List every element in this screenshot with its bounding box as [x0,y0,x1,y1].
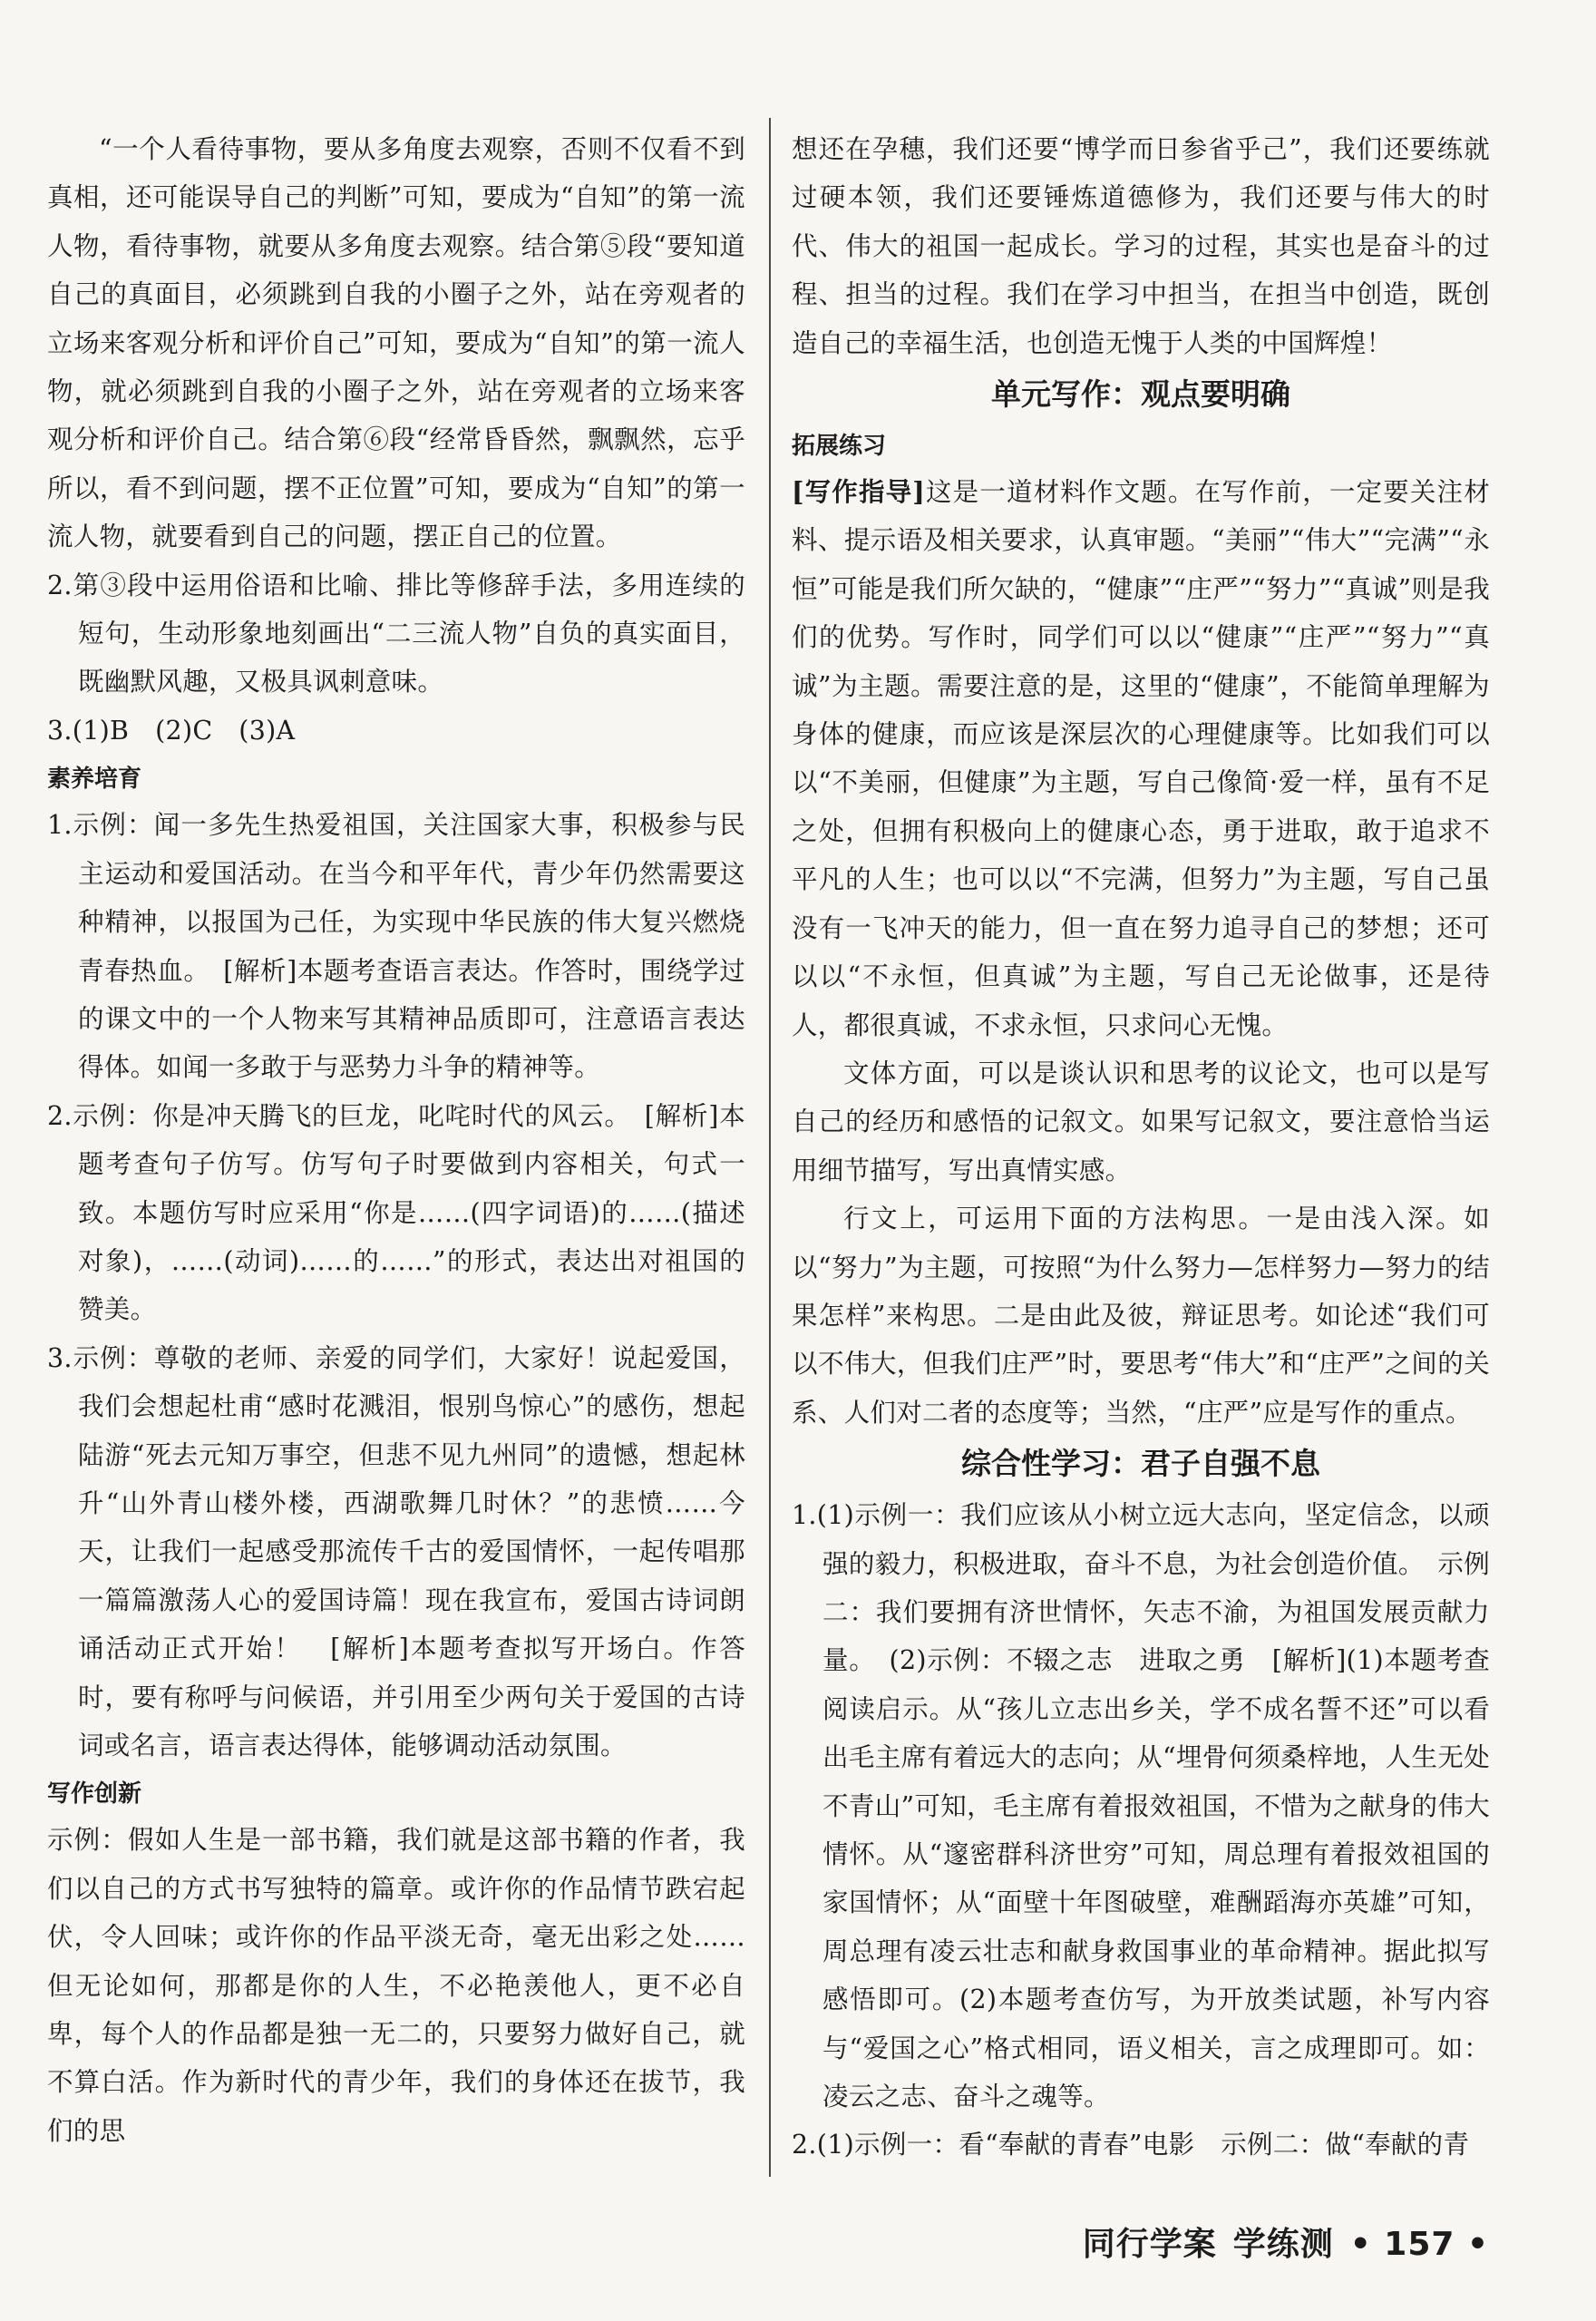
writing-guide-text: 这是一道材料作文题。在写作前，一定要关注材料、提示语及相关要求，认真审题。“美丽”“伟大”“完满”“永恒”可能是我们所欠缺的，“健康”“庄严”“努力”“真诚”则是我们的优势。写作时，同学们可以以“健康”“庄严”“努力”“真诚”为主题。需要注意的是，这里的“健康”，不能简单理解为身体的健康，而应该是深层次的心理健康等。比如我们可以以“不美丽，但健康”为主题，写自己像简·爱一样，虽有不足之处，但拥有积极向上的健康心态，勇于进取，敢于追求不平凡的人生；也可以以“不完满，但努力”为主题，写自己虽没有一飞冲天的能力，但一直在努力追寻自己的梦想；还可以以“不永恒，但真诚”为主题，写自己无论做事，还是待人，都很真诚，不求永恒，只求问心无愧。 [792,477,1490,1040]
footer-series: 学练测 [1232,2226,1334,2263]
left-column [47,125,745,2155]
comprehensive-item-2: 2.(1)示例一：看“奉献的青春”电影 示例二：做“奉献的青 [792,2130,1470,2160]
writing-guide-tag: [写作指导] [792,476,926,508]
right-column [792,125,1490,2170]
comprehensive-learning-title: 综合性学习：君子自强不息 [961,1446,1320,1482]
structure-paragraph: 行文上，可运用下面的方法构思。一是由浅入深。如以“努力”为主题，可按照“为什么努力—怎样努力—努力的结果怎样”来构思。二是由此及彼，辩证思考。如论述“我们可以不伟大，但我们庄严”时，要思考“伟大”和“庄严”之间的关系、人们对二者的态度等；当然，“庄严”应是写作的重点。 [792,1204,1490,1428]
style-paragraph: 文体方面，可以是谈认识和思考的议论文，也可以是写自己的经历和感悟的记叙文。如果写记叙文，要注意恰当运用细节描写，写出真情实感。 [792,1058,1490,1185]
page-footer [1083,2219,1489,2265]
answer-item-3: 3.(1)B (2)C (3)A [47,715,296,746]
footer-brand: 同行学案 [1082,2226,1217,2263]
unit-writing-title: 单元写作：观点要明确 [991,376,1290,413]
section-heading-tuozhan: 拓展练习 [792,433,887,461]
xiezuo-example: 示例：假如人生是一部书籍，我们就是这部书籍的作者，我们以自己的方式书写独特的篇章。或许你的作品情节跌宕起伏，令人回味；或许你的作品平淡无奇，毫无出彩之处……但无论如何，那都是你的人生，不必艳羡他人，更不必自卑，每个人的作品都是独一无二的，只要努力做好自己，就不算白活。作为新时代的青少年，我们的身体还在拔节，我们的思 [47,1825,745,2146]
suyang-item-3: 3.示例：尊敬的老师、亲爱的同学们，大家好！说起爱国，我们会想起杜甫“感时花溅泪，恨别鸟惊心”的感伤，想起陆游“死去元知万事空，但悲不见九州同”的遗憾，想起林升“山外青山楼外楼，西湖歌舞几时休？”的悲愤……今天，让我们一起感受那流传千古的爱国情怀，一起传唱那一篇篇激荡人心的爱国诗篇！现在我宣布，爱国古诗词朗诵活动正式开始！ [解析]本题考查拟写开场白。作答时，要有称呼与问候语，并引用至少两句关于爱国的古诗词或名言，语言表达得体，能够调动活动氛围。 [47,1342,745,1760]
writing-guide [792,468,1490,1049]
suyang-item-2: 2.示例：你是冲天腾飞的巨龙，叱咤时代的风云。 [解析]本题考查句子仿写。仿写句子时要做到内容相关，句式一致。本题仿写时应采用“你是……(四字词语)的……(描述对象)，……(动词)……的……”的形式，表达出对祖国的赞美。 [47,1100,745,1325]
intro-paragraph: “一个人看待事物，要从多角度去观察，否则不仅看不到真相，还可能误导自己的判断”可知，要成为“自知”的第一流人物，看待事物，就要从多角度去观察。结合第⑤段“要知道自己的真面目，必须跳到自我的小圈子之外，站在旁观者的立场来客观分析和评价自己”可知，要成为“自知”的第一流人物，就必须跳到自我的小圈子之外，站在旁观者的立场来客观分析和评价自己。结合第⑥段“经常昏昏然，飘飘然，忘乎所以，看不到问题，摆不正位置”可知，要成为“自知”的第一流人物，就要看到自己的问题，摆正自己的位置。 [47,134,745,552]
column-divider [769,118,771,2177]
page-number: • 157 • [1349,2226,1489,2263]
section-heading-xiezuo: 写作创新 [47,1780,142,1809]
section-heading-suyang: 素养培育 [47,766,142,794]
continued-paragraph: 想还在孕穗，我们还要“博学而日参省乎己”，我们还要练就过硬本领，我们还要锤炼道德修为，我们还要与伟大的时代、伟大的祖国一起成长。学习的过程，其实也是奋斗的过程、担当的过程。我们在学习中担当，在担当中创造，既创造自己的幸福生活，也创造无愧于人类的中国辉煌！ [792,134,1490,358]
answer-item-2: 2.第③段中运用俗语和比喻、排比等修辞手法，多用连续的短句，生动形象地刻画出“二三流人物”自负的真实面目，既幽默风趣，又极具讽刺意味。 [47,570,745,697]
comprehensive-item-1: 1.(1)示例一：我们应该从小树立远大志向，坚定信念，以顽强的毅力，积极进取，奋斗不息，为社会创造价值。 示例二：我们要拥有济世情怀，矢志不渝，为祖国发展贡献力量。 (2)示例：不辍之志 进取之勇 [解析](1)本题考查阅读启示。从“孩儿立志出乡关，学不成名誓不还”可以看出毛主席有着远大的志向；从“埋骨何须桑梓地，人生无处不青山”可知，毛主席有着报效祖国，不惜为之献身的伟大情怀。从“邃密群科济世穷”可知，周总理有着报效祖国的家国情怀；从“面壁十年图破壁，难酬蹈海亦英雄”可知，周总理有凌云壮志和献身救国事业的革命精神。据此拟写感悟即可。(2)本题考查仿写，为开放类试题，补写内容与“爱国之心”格式相同，语义相关，言之成理即可。如：凌云之志、奋斗之魂等。 [792,1500,1490,2112]
suyang-item-1: 1.示例：闻一多先生热爱祖国，关注国家大事，积极参与民主运动和爱国活动。在当今和平年代，青少年仍然需要这种精神，以报国为己任，为实现中华民族的伟大复兴燃烧青春热血。 [解析]本题考查语言表达。作答时，围绕学过的课文中的一个人物来写其精神品质即可，注意语言表达得体。如闻一多敢于与恶势力斗争的精神等。 [47,810,745,1083]
